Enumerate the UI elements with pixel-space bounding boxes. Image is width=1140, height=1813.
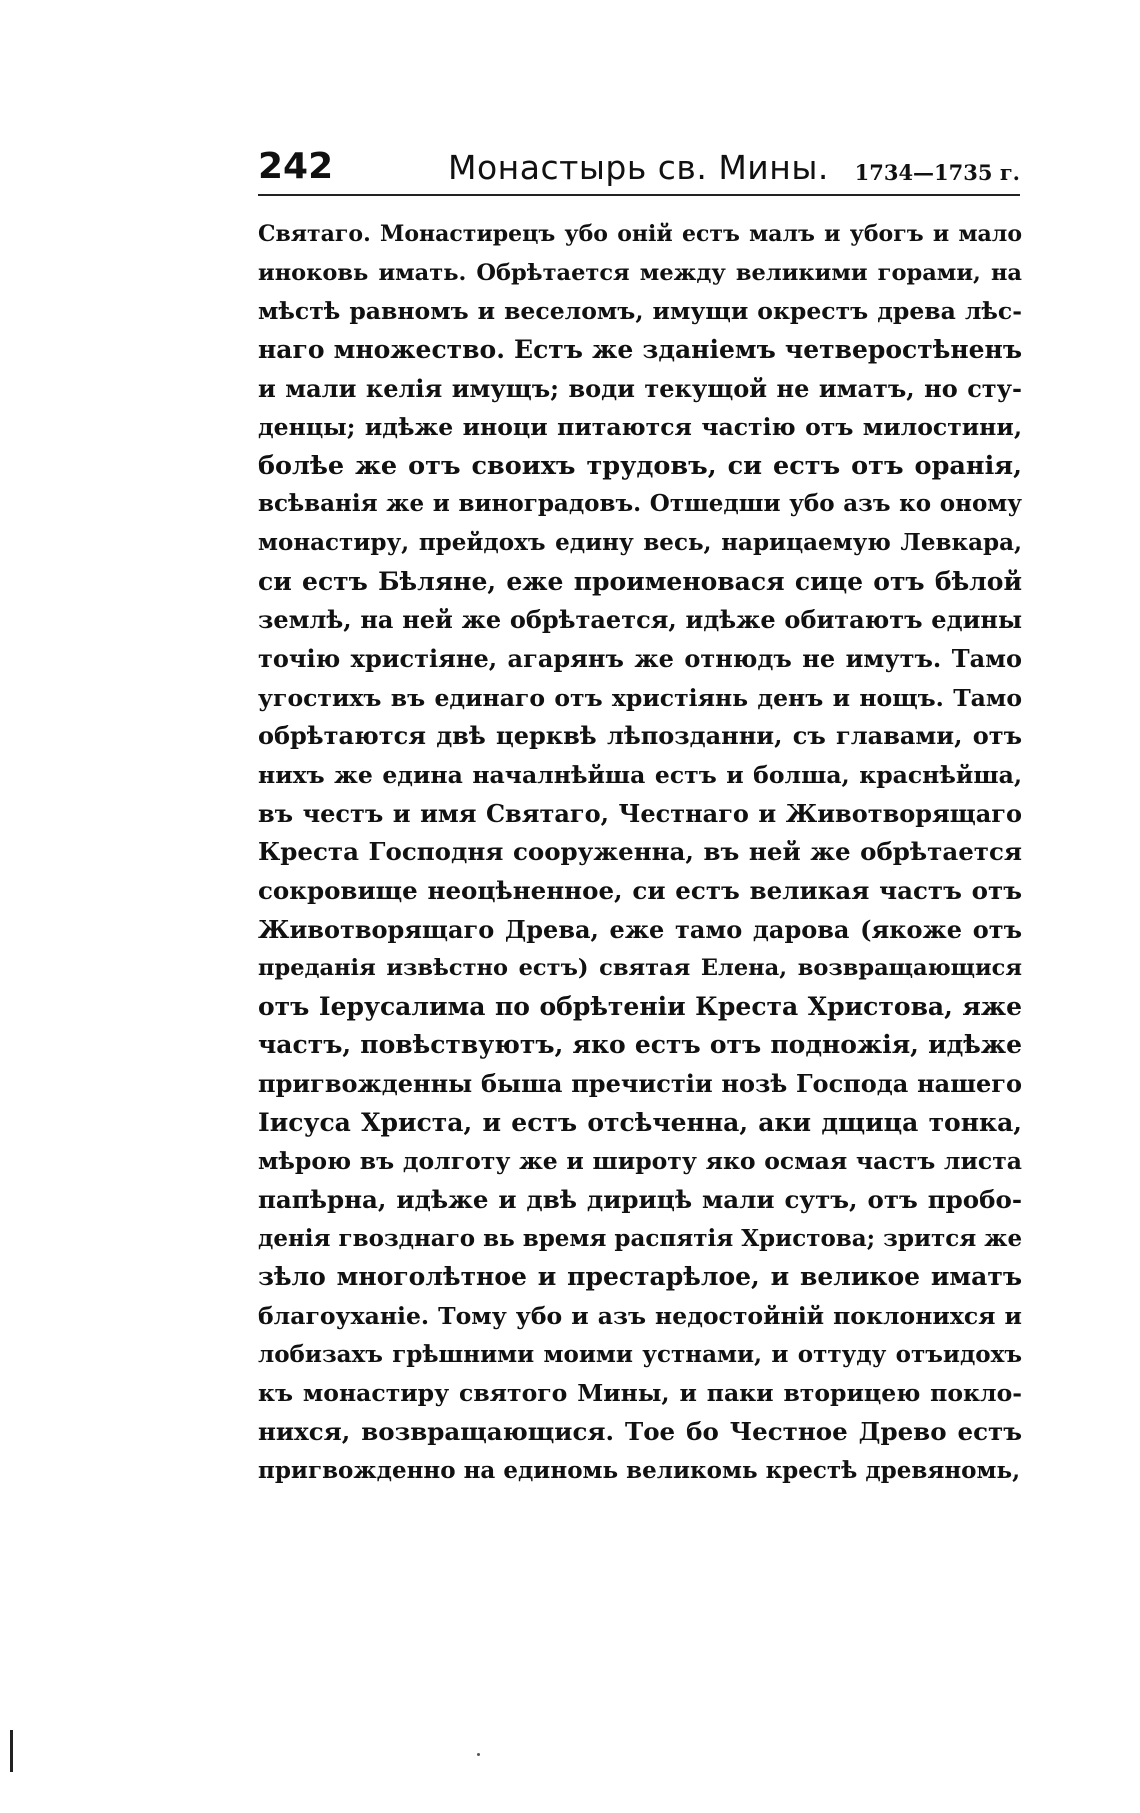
text-line: наго множество. Естъ же зданіемъ четверостѣненъ <box>258 334 1022 364</box>
running-title: Монастырь св. Мины. <box>448 148 829 187</box>
text-line: Іисуса Христа, и естъ отсѣченна, аки дщица тонка, <box>258 1107 1022 1137</box>
text-line: обрѣтаются двѣ церквѣ лѣпозданни, съ главами, отъ <box>258 721 1022 751</box>
text-line: мѣстѣ равномъ и веселомъ, имущи окрестъ древа лѣс- <box>258 297 1022 326</box>
text-line: землѣ, на ней же обрѣтается, идѣже обитаютъ едины <box>258 605 1022 635</box>
text-line: денія гвозднаго вь время распятія Христова; зрится же <box>258 1224 1023 1252</box>
text-line: точію христіяне, агарянъ же отнюдъ не имутъ. Тамо <box>258 644 1022 674</box>
text-line: пригвожденны быша пречистіи нозѣ Господа нашего <box>258 1069 1022 1099</box>
text-line: преданія извѣстно естъ) святая Елена, возвращающися <box>258 955 1022 982</box>
text-line: болѣе же отъ своихъ трудовъ, си естъ отъ оранія, <box>258 450 1022 481</box>
text-line: зѣло многолѣтное и престарѣлое, и великое иматъ <box>258 1262 1022 1292</box>
text-line: нихъ же едина началнѣйша естъ и болша, краснѣйша, <box>258 760 1022 789</box>
running-header <box>258 142 1020 194</box>
text-line: благоуханіе. Тому убо и азъ недостойній поклонихся и <box>258 1301 1022 1330</box>
text-line: мѣрою въ долготу же и широту яко осмая частъ листа <box>258 1147 1022 1176</box>
text-line: лобизахъ грѣшними моими устнами, и оттуду отъидохъ <box>258 1340 1022 1368</box>
text-line: частъ, повѣствуютъ, яко естъ отъ подножія, идѣже <box>258 1030 1022 1060</box>
text-line: Животворящаго Древа, еже тамо дарова (якоже отъ <box>258 914 1022 944</box>
text-line: Креста Господня сооруженна, въ ней же обрѣтается <box>258 837 1022 867</box>
body-text <box>258 215 1022 1490</box>
margin-mark <box>10 1730 13 1772</box>
text-line: угостихъ въ единаго отъ христіянь денъ и нощъ. Тамо <box>258 683 1022 712</box>
text-line: отъ Іерусалима по обрѣтеніи Креста Христова, яже <box>258 991 1022 1021</box>
text-line: въ честъ и имя Святаго, Честнаго и Животворящаго <box>258 798 1022 828</box>
text-line: Святаго. Монастирецъ убо оній естъ малъ и убогъ и мало <box>258 221 1022 247</box>
header-rule <box>258 194 1020 196</box>
page-number: 242 <box>258 146 334 187</box>
text-line: пригвожденно на единомь великомь крестѣ древяномь, <box>258 1456 1021 1484</box>
text-line: папѣрна, идѣже и двѣ дирицѣ мали сутъ, отъ пробо- <box>258 1185 1022 1215</box>
text-line: сокровище неоцѣненное, си естъ великая частъ отъ <box>258 875 1022 905</box>
text-line: монастиру, прейдохъ едину весь, нарицаемую Левкара, <box>258 529 1022 557</box>
text-line: денцы; идѣже иноци питаются частію отъ милостини, <box>258 413 1022 442</box>
text-line: си естъ Бѣляне, еже проименовася сице отъ бѣлой <box>258 566 1022 596</box>
year-range: 1734—1735 г. <box>854 160 1020 185</box>
text-line: нихся, возвращающися. Тое бо Честное Древо естъ <box>258 1416 1022 1446</box>
text-line: иноковь имать. Обрѣтается между великими горами, на <box>258 259 1022 286</box>
text-line: къ монастиру святого Мины, и паки вторицею покло- <box>258 1379 1022 1408</box>
text-line: всѣванія же и виноградовъ. Отшедши убо азъ ко оному <box>258 490 1022 518</box>
scan-speck <box>477 1753 480 1756</box>
text-line: и мали келія имущъ; води текущой не иматъ, но сту- <box>258 373 1022 403</box>
